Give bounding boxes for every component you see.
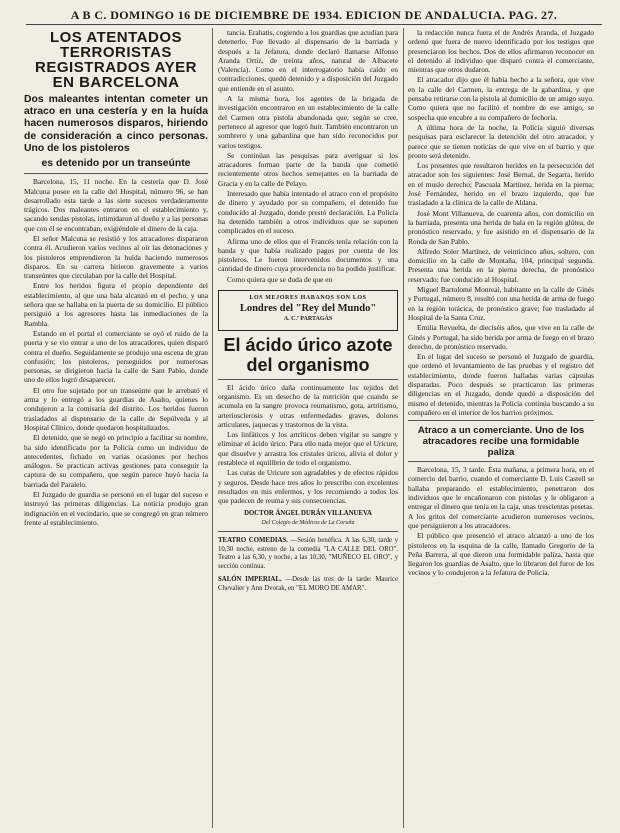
ad-headline: El ácido úrico azote del organismo: [223, 334, 393, 375]
ad-paragraph: Los linfáticos y los artríticos deben vigilar su sangre y eliminar el ácido úrico. Para ello nada mejor que el Uricure, que disuelve y arrastra los cristales úricos, alivia el dolor y restablece el equilibrio de todo el organismo.: [218, 430, 398, 467]
article-paragraph: Alfredo Soler Martínez, de veinticinco años, soltero, con domicilio en la calle de Montaña, 104, principal segunda. Presenta una herida en la pierna derecha, de pronóstico reservado; fue conducido al Hospital.: [408, 246, 594, 284]
notice-teatro-text: —Sesión benéfica. A las 6,30, tarde y 10,30 noche, estreno de la comedia "LA CALLE DEL ORO". Teatro a las 6,30, y noche, a las 10,30, "MUÑECO EL ORO", y sección continua.: [218, 537, 398, 570]
article2-headline: Atraco a un comerciante. Uno de los atracadores recibe una formidable paliza: [417, 425, 585, 459]
divider: [408, 461, 594, 462]
article-paragraph: El señor Malcuna se resistió y los atracadores dispararon contra él. Acudieron varios vecinos al oír las detonaciones y los pistoleros emprendieron la huída haciendo numerosos disparos. En su carrera hirieron gravemente a varios transeúntes que circulaban por la calle del Hospital.: [24, 234, 208, 281]
column-left: [24, 28, 208, 828]
divider: [408, 420, 594, 421]
notice-teatro: [218, 537, 398, 571]
article-paragraph: Afirma uno de ellos que el Francés tenía relación con la banda y que había realizado pagos por cuenta de los pistoleros. Le fueron intervenidos documentos y una cantidad de dinero cuya procedencia no ha podido justificar.: [218, 236, 398, 274]
article-paragraph: Emilia Revuelta, de dieciséis años, que vive en la calle de Ginés y Portugal, ha sido herida por arma de fuego en el brazo derecho, de pronóstico reservado.: [408, 323, 594, 351]
page-masthead: A B C. DOMINGO 16 DE DICIEMBRE DE 1934. EDICION DE ANDALUCIA. PAG. 27.: [26, 6, 602, 25]
article-paragraph: Como quiera que se duda de que en: [227, 274, 333, 284]
article-paragraph: José Mont Villanueva, de cuarenta años, con domicilio en la barriada, presenta una herida de bala en la región glútea, de pronóstico reservado, y fue asistido en el dispensario de la Ronda de San Pablo.: [408, 208, 594, 246]
ad-signature-sub: Del Colegio de Médicos de La Coruña: [261, 519, 355, 526]
article-paragraph: tancia. Erahatis, cogiendo a los guardias que acudían para detenerlo. Fue llevado al dispensario de la barriada y después a la Jefatura, donde declaró llamarse Alfonso Aranda Ortiz, de treinta años, natural de Albacete (Valencia). Como en el interrogatorio había caído en contradicciones, quedó detenido y a disposición del Juzgado que entiende en el asunto.: [218, 28, 398, 93]
column-rule: [403, 28, 404, 828]
column-middle: [218, 28, 398, 828]
divider: [218, 531, 398, 532]
article-paragraph: El Juzgado de guardia se personó en el lugar del suceso e instruyó las primeras diligencias. La noticia produjo gran indignación en el vecindario, que se congregó en gran número frente al establecimiento.: [24, 490, 208, 527]
article-paragraph: Estando en el portal el comerciante se oyó el ruido de la puerta y se vio entrar a uno de los atracadores, quien disparó contra el dueño. Seguidamente se produjo una escena de gran confusión; los pistoleros, perseguidos por numerosas personas, se dirigieron hacia la calle de Sant Pablo, donde uno de ellos logró desaparecer.: [24, 328, 208, 385]
notice-teatro-label: TEATRO COMEDIAS.: [218, 537, 288, 545]
article-paragraph: la redacción nunca fuera el de Andrés Aranda, el Juzgado ordenó que fuera de nuevo identificado por los testigos que presenciaron los hechos. Dos de ellos afirmaron reconocer en el detenido al individuo que disparó contra el comerciante, mientras que otros dudaron.: [408, 28, 594, 75]
article-paragraph: A la misma hora, los agentes de la brigada de investigación encontraron en un establecimiento de la calle del Carmen otra pistola abandonada que, según se cree, pertenece al agresor que logró huir. También encontraron un sombrero y una gabardina que han sido reconocidos por varios testigos.: [218, 94, 398, 150]
article2-paragraph: Barcelona, 15, 3 tarde. Esta mañana, a primera hora, en el comercio del barrio, cuando el comerciante D. Luis Castell se hallaba preparando el establecimiento, penetraron dos individuos que le encañonaron con pistolas y le obligaron a entregar el dinero que tenía en la caja, unas trescientas pesetas. A los gritos del comerciante acudieron numerosos vecinos, que persiguieron a los atracadores.: [408, 465, 594, 530]
article-headline: LOS ATENTADOS TERRORISTAS REGISTRADOS AYER EN BARCELONA: [35, 29, 197, 91]
advertisement-box: [218, 290, 398, 331]
article-paragraph: En el lugar del suceso se personó el Juzgado de guardia, que ordenó el levantamiento de las pruebas y el registro del establecimiento, donde fueron halladas varias cápsulas disparadas. Poco después se practicaron las primeras diligencias en el Juzgado, donde quedó a disposición del mismo el detenido, mientras la Policía continúa buscando a su compañero en el interior de los barrios próximos.: [408, 352, 594, 417]
divider: [24, 173, 208, 174]
column-right: [408, 28, 594, 828]
article-deck-last-line: es detenido por un transeúnte: [41, 158, 191, 170]
article-paragraph: El otro fue sujetado por un transeúnte que le arrebató el arma y lo entregó a los guardias de Asalto, quienes lo condujeron a la comisaría del distrito. Los heridos fueron trasladados al dispensario de la calle de Sepúlveda y al Hospital Clínico, donde quedaron hospitalizados.: [24, 385, 208, 432]
ad-kicker: LOS MEJORES HABANOS SON LOS: [249, 295, 367, 302]
divider: [218, 379, 398, 380]
ad-signature: DOCTOR ÁNGEL DURÁN VILLANUEVA: [244, 510, 372, 518]
article-paragraph: El detenido, que se negó en principio a facilitar su nombre, ha sido identificado por la Policía como un individuo de antecedentes, fichado en varias ocasiones por hechos análogos. Se practican activas gestiones para conseguir la captura de su compañero, que según parece huyó hacia la barriada del Paralelo.: [24, 433, 208, 489]
notice-salon-text: —Desde las tres de la tarde: Maurice Chevalier y Ann Dvorak, en "EL MORO DE AMAR".: [218, 576, 398, 593]
article-paragraph: A última hora de la noche, la Policía siguió diversas pesquisas para esclarecer la detención del otro atracador, y parece que se tienen noticias de que vive en el barrio y que pronto será detenido.: [408, 122, 594, 160]
notice-salon-label: SALÓN IMPERIAL.: [218, 576, 282, 584]
article-paragraph: Los presentes que resultaron heridos en la persecución del atracador son los siguientes: José Bernal, de Segarra, herido en el muslo derecho; Pascuala Martínez, herida en la pierna; José Fernández, herido en el brazo izquierdo, que fue trasladado a la clínica de la calle de Aldana.: [408, 161, 594, 208]
article-paragraph: Entre los heridos figura el propio dependiente del establecimiento, al que una bala alcanzó en el pecho, y una señora que se hallaba en la puerta de su domicilio. El público persiguió a los agresores hasta las inmediaciones de la Rambla.: [24, 281, 208, 328]
ad-seller: A. C.ª PARTAGÁS: [283, 316, 333, 323]
ad-paragraph: Las curas de Uricure son agradables y de efectos rápidos y seguros. Desde hace tres años lo prescribo con excelentes resultados en mis enfermos, y los recomiendo a todos los que padecen de reuma y sus consecuencias.: [218, 468, 398, 506]
article-paragraph: Miguel Bartolomé Monreal, habitante en la calle de Ginés y Portugal, número 8, resultó con una herida de arma de fuego en la región torácica, de pronóstico grave; fue trasladado al Hospital de la Santa Cruz.: [408, 285, 594, 322]
article-paragraph: Se continúan las pesquisas para averiguar si los atracadores forman parte de la banda que cometió recientemente otros hechos semejantes en la barriada de Gracia y en la calle de Pelayo.: [218, 150, 398, 188]
article-paragraph: Barcelona, 15, 11 noche. En la cestería que D. José Malcuna posee en la calle del Hospital, número 96, se han desarrollado esta tarde a las siete sucesos verdaderamente trágicos. Dos maleantes entraron en el establecimiento y, sacando sendas pistolas, intimidaron al dueño y a las personas que con él se encontraban, exigiéndole el dinero de la caja.: [24, 177, 208, 233]
article-deck: Dos maleantes intentan cometer un atraco en una cestería y en la huída hacen numerosos disparos, hiriendo de consideración a cinco personas. Uno de los pistoleros: [24, 94, 208, 154]
ad-product-name: Londres del "Rey del Mundo": [239, 303, 377, 315]
ad-paragraph: El ácido úrico daña continuamente los tejidos del organismo. Es un desecho de la nutrición que cuando se acumula en la sangre provoca reumatismo, gota, artritismo, arteriosclerosis y otras enfermedades graves, dolores articulares, jaquecas y trastornos de la vista.: [218, 382, 398, 429]
article2-paragraph: El público que presenció el atraco alcanzó a uno de los pistoleros en la esquina de la calle, llamado Gregorio de la Peña Barrera, al que dieron una formidable paliza, hasta que llegaron los guardias de Asalto, que lo libraron del furor de los vecinos y lo condujeron a la Jefatura de Policía.: [408, 531, 594, 578]
article-paragraph: El atracador dijo que él había hecho a la señora, que vive en la calle del Carmen, la entrega de la gabardina, y que pensaba retirarse con la pistola al domicilio de un amigo suyo. Como quiera que no facilitó el nombre de ese amigo, se sospecha que encubre a su compañero de fechoría.: [408, 75, 594, 122]
article-paragraph: Interesado que había intentado el atraco con el propósito de dinero y ayudado por su compañero, el detenido fue conducido al Juzgado, donde prestó declaración. La Policía ha detenido también a otros individuos que se suponen complicados en el suceso.: [218, 189, 398, 236]
notice-salon: [218, 576, 398, 593]
column-rule: [212, 28, 213, 828]
